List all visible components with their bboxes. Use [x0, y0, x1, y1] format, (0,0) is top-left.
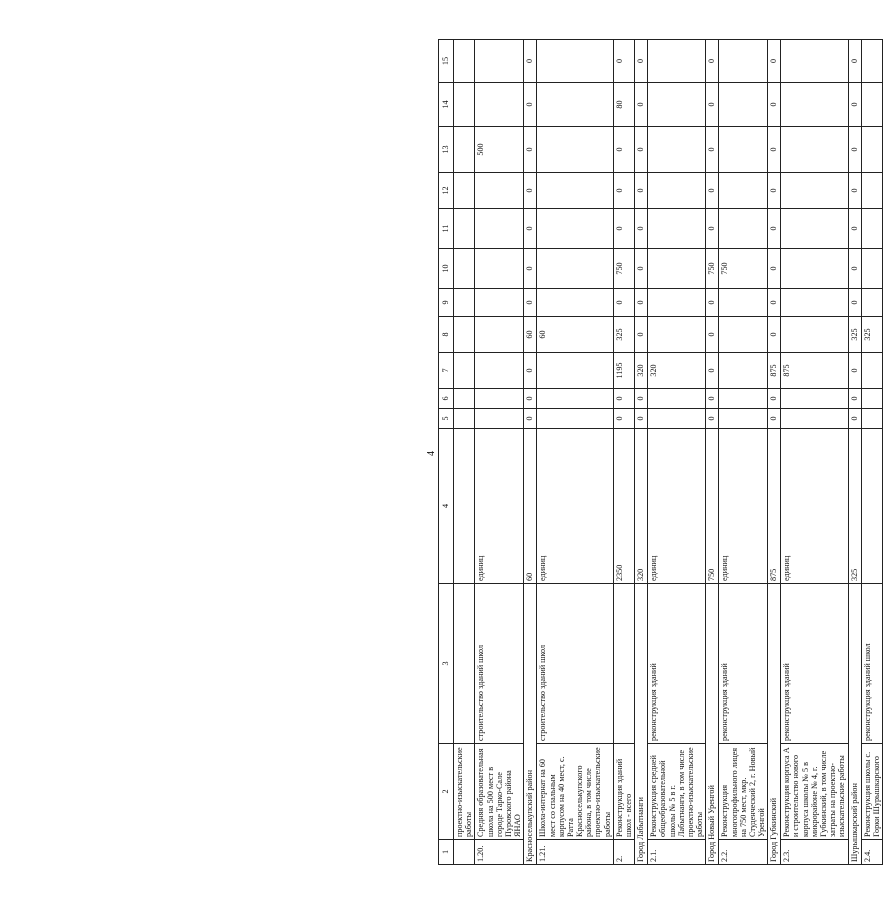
- value-cell: 0: [706, 389, 719, 409]
- value-cell: 60: [524, 317, 537, 353]
- value-cell: 0: [635, 209, 648, 249]
- value-cell: [454, 173, 475, 209]
- value-cell: 0: [524, 127, 537, 173]
- header-row: [439, 40, 454, 865]
- name-cell: Школа-интернат на 60 мест со спальным корпусом на 40 мест, с. Ратта Красноселькупского района, в том числе проектно-изыскательские работы: [537, 744, 614, 840]
- value-cell: [454, 127, 475, 173]
- value-cell: 2.: [613, 840, 634, 865]
- value-cell: строительство зданий школ: [475, 584, 524, 744]
- value-cell: 0: [524, 289, 537, 317]
- value-cell: [475, 389, 524, 409]
- value-cell: 0: [613, 173, 634, 209]
- section-label: Город Лабытнанги: [635, 584, 648, 865]
- section-row: [848, 40, 861, 865]
- value-cell: 0: [524, 409, 537, 429]
- value-cell: 0: [524, 249, 537, 289]
- section-label: Город Новый Уренгой: [706, 584, 719, 865]
- value-cell: [475, 317, 524, 353]
- section-label: Город Губкинский: [768, 584, 781, 865]
- value-cell: [861, 389, 882, 409]
- value-cell: 0: [768, 127, 781, 173]
- value-cell: [719, 40, 768, 83]
- value-cell: 1.20.: [475, 840, 524, 865]
- value-cell: 2.2.: [719, 840, 768, 865]
- value-cell: 0: [706, 209, 719, 249]
- value-cell: [454, 389, 475, 409]
- value-cell: 0: [768, 209, 781, 249]
- value-cell: 750: [706, 249, 719, 289]
- value-cell: [648, 209, 706, 249]
- value-cell: 0: [524, 173, 537, 209]
- value-cell: 320: [635, 353, 648, 389]
- value-cell: 0: [613, 289, 634, 317]
- value-cell: 0: [768, 173, 781, 209]
- value-cell: [537, 389, 614, 409]
- value-cell: 500: [475, 127, 524, 173]
- value-cell: [537, 353, 614, 389]
- value-cell: [475, 409, 524, 429]
- header-cell: 7: [439, 353, 454, 389]
- value-cell: [719, 353, 768, 389]
- value-cell: 2350: [613, 429, 634, 584]
- header-cell: 6: [439, 389, 454, 409]
- value-cell: 0: [635, 249, 648, 289]
- value-cell: [781, 127, 848, 173]
- program-table: [438, 39, 883, 865]
- value-cell: 60: [537, 317, 614, 353]
- value-cell: 0: [848, 249, 861, 289]
- value-cell: 0: [768, 317, 781, 353]
- value-cell: [648, 409, 706, 429]
- value-cell: 0: [768, 83, 781, 127]
- value-cell: 325: [848, 429, 861, 584]
- header-cell: 5: [439, 409, 454, 429]
- value-cell: реконструкция зданий: [719, 584, 768, 744]
- header-cell: 2: [439, 744, 454, 840]
- name-cell: проектно-изыскательские работы: [454, 744, 475, 840]
- value-cell: [475, 289, 524, 317]
- value-cell: единиц: [719, 429, 768, 584]
- value-cell: 875: [768, 429, 781, 584]
- section-row: [635, 40, 648, 865]
- value-cell: [537, 127, 614, 173]
- value-cell: 0: [768, 289, 781, 317]
- value-cell: [719, 389, 768, 409]
- name-cell: Реконструкция корпуса А и строительство нового корпуса школы № 5 в микрорайоне № 4, г. Губкинский, в том числе затраты на проектно-изыскательские работы: [781, 744, 848, 840]
- value-cell: 750: [613, 249, 634, 289]
- value-cell: 0: [613, 409, 634, 429]
- value-cell: 60: [524, 429, 537, 584]
- value-cell: [537, 249, 614, 289]
- value-cell: [781, 317, 848, 353]
- value-cell: [781, 40, 848, 83]
- value-cell: [781, 209, 848, 249]
- value-cell: [454, 249, 475, 289]
- value-cell: [781, 389, 848, 409]
- value-cell: 875: [781, 353, 848, 389]
- value-cell: единиц: [781, 429, 848, 584]
- value-cell: [454, 83, 475, 127]
- value-cell: 0: [768, 40, 781, 83]
- value-cell: 0: [706, 353, 719, 389]
- value-cell: [861, 409, 882, 429]
- value-cell: [719, 83, 768, 127]
- value-cell: [861, 127, 882, 173]
- value-cell: 325: [861, 317, 882, 353]
- value-cell: 0: [848, 173, 861, 209]
- value-cell: 750: [719, 249, 768, 289]
- table-row: [648, 40, 706, 865]
- header-cell: 4: [439, 429, 454, 584]
- name-cell: Реконструкция многопрофильного лицея на 750 мест, мкр. Студенческий 2, г. Новый Уренгой: [719, 744, 768, 840]
- value-cell: 0: [706, 127, 719, 173]
- value-cell: [719, 289, 768, 317]
- value-cell: [454, 409, 475, 429]
- value-cell: 0: [848, 353, 861, 389]
- value-cell: [475, 83, 524, 127]
- value-cell: 0: [706, 40, 719, 83]
- value-cell: 0: [848, 209, 861, 249]
- value-cell: 0: [848, 40, 861, 83]
- value-cell: 1195: [613, 353, 634, 389]
- value-cell: [454, 840, 475, 865]
- value-cell: [648, 289, 706, 317]
- value-cell: [648, 389, 706, 409]
- value-cell: 0: [613, 40, 634, 83]
- table-row: [861, 40, 882, 865]
- table-row: [454, 40, 475, 865]
- table-row: [781, 40, 848, 865]
- section-label: Красноселькупский район: [524, 584, 537, 865]
- value-cell: 0: [613, 209, 634, 249]
- value-cell: 0: [635, 40, 648, 83]
- value-cell: [861, 173, 882, 209]
- value-cell: 0: [635, 83, 648, 127]
- value-cell: 0: [635, 173, 648, 209]
- value-cell: [454, 40, 475, 83]
- value-cell: [719, 127, 768, 173]
- header-cell: 11: [439, 209, 454, 249]
- value-cell: [475, 173, 524, 209]
- value-cell: [648, 40, 706, 83]
- value-cell: 0: [706, 317, 719, 353]
- value-cell: [454, 584, 475, 744]
- value-cell: 325: [848, 317, 861, 353]
- header-cell: 3: [439, 584, 454, 744]
- value-cell: [454, 353, 475, 389]
- value-cell: [719, 173, 768, 209]
- header-cell: 13: [439, 127, 454, 173]
- value-cell: 0: [524, 353, 537, 389]
- value-cell: [454, 209, 475, 249]
- value-cell: [719, 317, 768, 353]
- value-cell: 320: [648, 353, 706, 389]
- value-cell: [537, 209, 614, 249]
- value-cell: 750: [706, 429, 719, 584]
- header-cell: 15: [439, 40, 454, 83]
- value-cell: 0: [524, 389, 537, 409]
- value-cell: реконструкция зданий школ: [861, 584, 882, 744]
- value-cell: [475, 249, 524, 289]
- value-cell: 0: [848, 127, 861, 173]
- value-cell: 0: [613, 389, 634, 409]
- value-cell: 0: [768, 249, 781, 289]
- header-cell: 9: [439, 289, 454, 317]
- value-cell: 2.1.: [648, 840, 706, 865]
- value-cell: [719, 409, 768, 429]
- value-cell: [719, 209, 768, 249]
- value-cell: 0: [706, 409, 719, 429]
- total-row: [613, 40, 634, 865]
- name-cell: Реконструкция школы с. Горки Шурышкарского: [861, 744, 882, 840]
- name-cell: Реконструкция средней общеобразовательной школы № 5 в г. Лабытнанги, в том числе проектно-изыскательские работы: [648, 744, 706, 840]
- value-cell: [781, 249, 848, 289]
- value-cell: [861, 249, 882, 289]
- value-cell: 0: [635, 409, 648, 429]
- value-cell: 80: [613, 83, 634, 127]
- header-cell: 10: [439, 249, 454, 289]
- value-cell: [537, 173, 614, 209]
- value-cell: [475, 209, 524, 249]
- header-cell: 12: [439, 173, 454, 209]
- value-cell: [648, 317, 706, 353]
- value-cell: 0: [706, 173, 719, 209]
- value-cell: [537, 289, 614, 317]
- value-cell: [861, 289, 882, 317]
- value-cell: 0: [635, 127, 648, 173]
- section-row: [524, 40, 537, 865]
- section-row: [706, 40, 719, 865]
- table-row: [475, 40, 524, 865]
- page-number: 4: [426, 451, 437, 456]
- value-cell: 0: [848, 409, 861, 429]
- value-cell: [781, 289, 848, 317]
- value-cell: единиц: [475, 429, 524, 584]
- value-cell: 1.21.: [537, 840, 614, 865]
- value-cell: [781, 83, 848, 127]
- section-label: Шурышкарский район: [848, 584, 861, 865]
- value-cell: 0: [848, 389, 861, 409]
- value-cell: 0: [524, 209, 537, 249]
- value-cell: 0: [768, 389, 781, 409]
- value-cell: 2.4.: [861, 840, 882, 865]
- value-cell: [781, 409, 848, 429]
- name-cell: Средняя образовательная школа на 500 мест в городе Тарко-Сале Пуровского района ЯНАО: [475, 744, 524, 840]
- value-cell: [475, 40, 524, 83]
- value-cell: 0: [613, 127, 634, 173]
- table-row: [719, 40, 768, 865]
- value-cell: 0: [524, 83, 537, 127]
- table-row: [537, 40, 614, 865]
- value-cell: единиц: [537, 429, 614, 584]
- value-cell: 0: [848, 83, 861, 127]
- value-cell: 325: [613, 317, 634, 353]
- value-cell: 0: [635, 389, 648, 409]
- name-cell: Реконструкция зданий школ - всего: [613, 744, 634, 840]
- value-cell: реконструкция зданий: [781, 584, 848, 744]
- value-cell: реконструкция зданий: [648, 584, 706, 744]
- header-cell: 14: [439, 83, 454, 127]
- value-cell: [537, 40, 614, 83]
- value-cell: [454, 429, 475, 584]
- value-cell: [861, 353, 882, 389]
- value-cell: 0: [524, 40, 537, 83]
- header-cell: 1: [439, 840, 454, 865]
- value-cell: 0: [706, 83, 719, 127]
- section-row: [768, 40, 781, 865]
- value-cell: [781, 173, 848, 209]
- value-cell: [475, 353, 524, 389]
- value-cell: 0: [635, 289, 648, 317]
- value-cell: 2.3.: [781, 840, 848, 865]
- value-cell: [861, 83, 882, 127]
- value-cell: [648, 249, 706, 289]
- value-cell: [648, 83, 706, 127]
- value-cell: единиц: [648, 429, 706, 584]
- value-cell: 0: [706, 289, 719, 317]
- value-cell: 875: [768, 353, 781, 389]
- value-cell: [648, 173, 706, 209]
- value-cell: [861, 40, 882, 83]
- value-cell: строительство зданий школ: [537, 584, 614, 744]
- value-cell: [861, 429, 882, 584]
- value-cell: 0: [635, 317, 648, 353]
- value-cell: [537, 83, 614, 127]
- value-cell: 0: [848, 289, 861, 317]
- value-cell: [454, 317, 475, 353]
- value-cell: [648, 127, 706, 173]
- value-cell: [454, 289, 475, 317]
- value-cell: [537, 409, 614, 429]
- value-cell: 320: [635, 429, 648, 584]
- value-cell: [861, 209, 882, 249]
- value-cell: 0: [768, 409, 781, 429]
- value-cell: [613, 584, 634, 744]
- header-cell: 8: [439, 317, 454, 353]
